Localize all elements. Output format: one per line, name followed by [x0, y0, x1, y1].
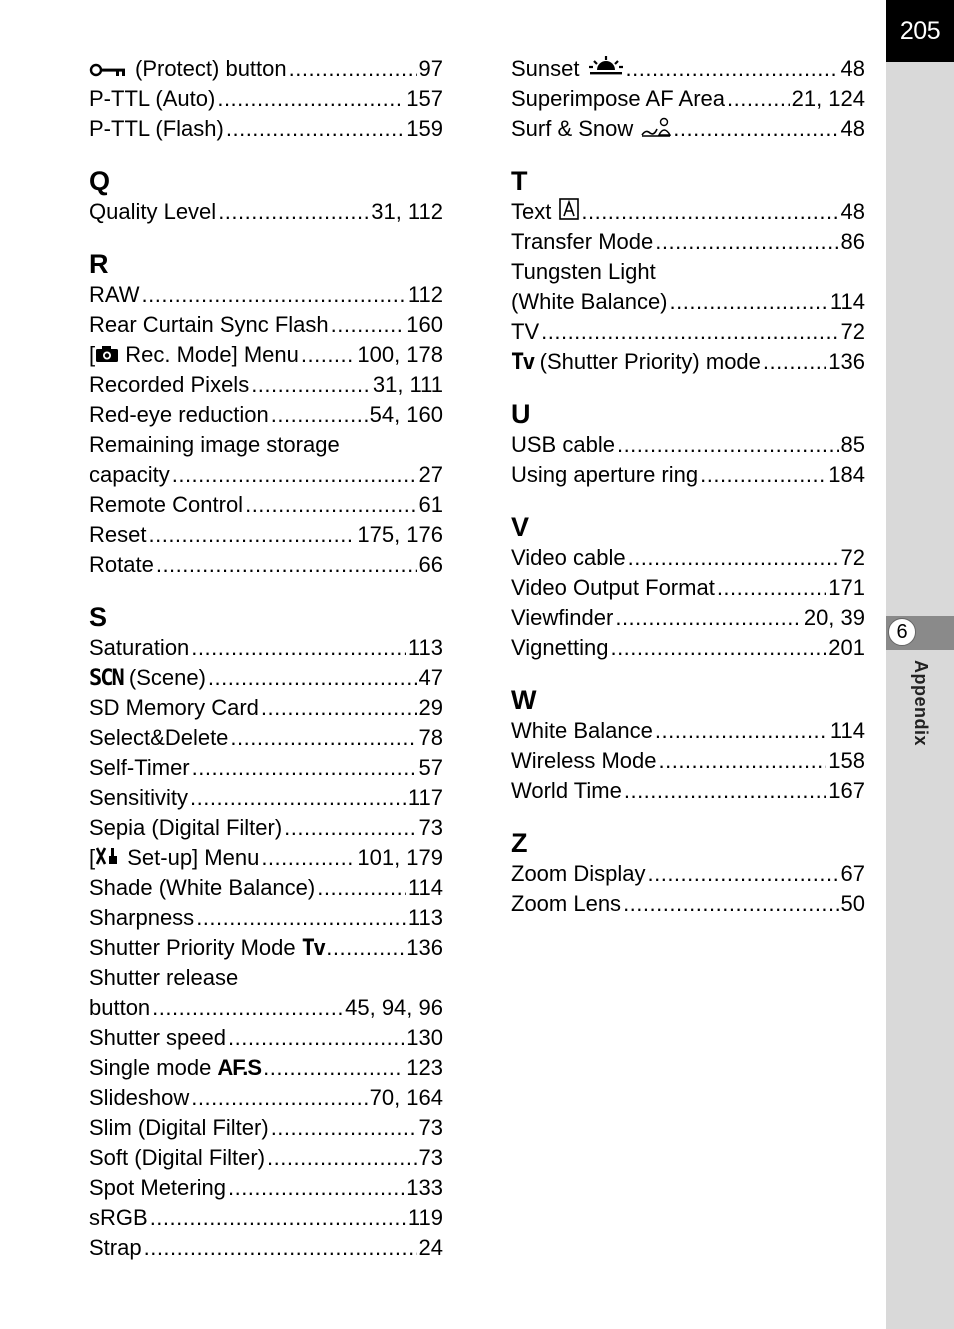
index-entry: [511, 114, 865, 144]
index-term-text: Self-Timer: [89, 755, 190, 780]
index-term: [511, 543, 626, 573]
index-entry: [89, 310, 443, 340]
dot-leader: [670, 287, 828, 317]
index-term: [89, 460, 170, 490]
dot-leader: [647, 859, 838, 889]
dot-leader: [144, 1233, 417, 1263]
index-term-text: Zoom Lens: [511, 891, 622, 916]
dot-leader: [150, 1203, 406, 1233]
index-term: [511, 84, 725, 114]
index-entry: [89, 400, 443, 430]
index-term-text: Strap: [89, 1235, 142, 1260]
index-entry: [89, 280, 443, 310]
index-entry: [89, 1113, 443, 1143]
index-term: [89, 693, 259, 723]
index-page-ref: 113: [407, 905, 443, 930]
dot-leader: [152, 993, 343, 1023]
index-term: [89, 633, 189, 663]
index-entry: [89, 460, 443, 490]
index-term: [89, 550, 154, 580]
index-page-ref: 184: [828, 462, 865, 487]
index-page-ref: 119: [407, 1205, 443, 1230]
index-page-ref: 27: [418, 462, 443, 487]
index-term-text: Saturation: [89, 635, 190, 660]
dot-leader: [331, 310, 405, 340]
index-term-text: Wireless Mode: [511, 748, 657, 773]
index-term-text: Sepia (Digital Filter): [89, 815, 283, 840]
index-page-ref: 66: [418, 552, 443, 577]
index-page-ref: 159: [406, 116, 443, 141]
index-entry: [511, 859, 865, 889]
index-page-ref: 47: [418, 665, 443, 690]
index-term-text: Select&Delete: [89, 725, 229, 750]
index-entry: [89, 873, 443, 903]
index-term-text: Viewfinder: [511, 605, 614, 630]
index-page-ref: 114: [829, 289, 865, 314]
index-page-ref: 85: [840, 432, 865, 457]
index-page-ref: 157: [406, 86, 443, 111]
index-page-ref: 167: [828, 778, 865, 803]
index-term: [89, 753, 190, 783]
index-term-text: White Balance: [511, 718, 653, 743]
index-page-ref: 160: [406, 312, 443, 337]
index-term: [89, 843, 259, 874]
index-term-text: Shutter speed: [89, 1025, 226, 1050]
index-page-ref: 136: [828, 349, 865, 374]
index-term-text: capacity: [89, 462, 170, 487]
index-page-ref: 48: [840, 199, 865, 224]
index-term-text: Shutter Priority Mode: [89, 935, 302, 960]
index-page-ref: 175, 176: [357, 522, 443, 547]
index-entry: [89, 963, 443, 993]
index-term-text: Transfer Mode: [511, 229, 654, 254]
dot-leader: [191, 633, 406, 663]
index-term-text: Quality Level: [89, 199, 217, 224]
index-term: [511, 573, 715, 603]
dot-leader: [192, 753, 417, 783]
index-term: [89, 1143, 265, 1173]
index-entry: [89, 993, 443, 1023]
dot-leader: [263, 1053, 404, 1083]
index-term: [511, 257, 656, 287]
index-term-text: Shade (White Balance): [89, 875, 316, 900]
dot-leader: [301, 340, 355, 370]
index-page-ref: 73: [418, 1115, 443, 1140]
index-page-ref: 112: [407, 282, 443, 307]
index-entry: [511, 889, 865, 919]
index-entry: [511, 430, 865, 460]
index-page-ref: 48: [840, 56, 865, 81]
index-term: [511, 603, 613, 633]
index-entry: [511, 54, 865, 84]
index-entry: [511, 347, 865, 377]
index-page-ref: 101, 179: [357, 845, 443, 870]
index-term-text: Set-up] Menu: [121, 845, 260, 870]
index-entry: [511, 197, 865, 227]
index-page-ref: 50: [840, 891, 865, 916]
index-term-text: World Time: [511, 778, 622, 803]
index-entry: [89, 843, 443, 873]
index-entry: [89, 340, 443, 370]
index-entry: [511, 257, 865, 287]
dot-leader: [261, 843, 355, 873]
index-term: [89, 1233, 142, 1263]
index-entry: [89, 1173, 443, 1203]
index-term: [89, 663, 206, 694]
index-term: [89, 993, 150, 1023]
index-page-ref: 73: [418, 1145, 443, 1170]
index-term: [89, 114, 224, 144]
index-term-text: Using aperture ring: [511, 462, 699, 487]
index-term: [89, 520, 146, 550]
index-entry: [511, 573, 865, 603]
index-term-text: Single mode: [89, 1055, 218, 1080]
index-term: [89, 1083, 189, 1113]
section-letter: U: [511, 399, 531, 429]
index-term-text: Rec. Mode] Menu: [119, 342, 299, 367]
index-page-ref: 72: [840, 545, 865, 570]
index-term-text: Rotate: [89, 552, 154, 577]
dot-leader: [581, 197, 838, 227]
dot-leader: [326, 933, 404, 963]
index-term: [511, 746, 656, 776]
index-page-ref: 117: [407, 785, 443, 810]
section-letter: S: [89, 602, 108, 632]
index-term: [89, 400, 269, 430]
page-number: 205: [886, 0, 954, 62]
dot-leader: [245, 490, 416, 520]
index-term: [89, 197, 216, 227]
index-term-text: Red-eye reduction: [89, 402, 269, 427]
section-letter: T: [511, 166, 528, 196]
index-page-ref: 123: [406, 1055, 443, 1080]
index-entry: [89, 753, 443, 783]
index-page-ref: 70, 164: [369, 1085, 443, 1110]
dot-leader: [261, 693, 417, 723]
index-entry: [89, 1023, 443, 1053]
index-term-text: Slideshow: [89, 1085, 190, 1110]
index-term-text: Zoom Display: [511, 861, 646, 886]
dot-leader: [623, 889, 838, 919]
index-entry: [511, 603, 865, 633]
index-term: [89, 280, 140, 310]
section-letter: Z: [511, 828, 528, 858]
index-entry: [89, 903, 443, 933]
index-term-text: Sensitivity: [89, 785, 189, 810]
index-page-ref: 86: [840, 229, 865, 254]
index-term: [511, 633, 608, 663]
index-term: [511, 287, 668, 317]
section-letter: Q: [89, 166, 111, 196]
index-term-text: P-TTL (Flash): [89, 116, 224, 141]
index-page-ref: 171: [828, 575, 865, 600]
index-term: [511, 889, 621, 919]
index-term-text: Video Output Format: [511, 575, 715, 600]
index-entry: [89, 520, 443, 550]
index-page-ref: 130: [406, 1025, 443, 1050]
index-page-ref: 29: [418, 695, 443, 720]
section-letter: W: [511, 685, 537, 715]
index-term-text: Vignetting: [511, 635, 609, 660]
dot-leader: [228, 1173, 404, 1203]
scn-mode-icon: SCN: [89, 666, 123, 691]
index-term-text: Rear Curtain Sync Flash: [89, 312, 329, 337]
index-term-text: (Protect) button: [135, 56, 287, 81]
index-entry: [89, 114, 443, 144]
surf-snow-icon: [641, 115, 671, 145]
dot-leader: [610, 633, 826, 663]
index-term-text: SD Memory Card: [89, 695, 259, 720]
index-term-text: Tungsten Light: [511, 259, 656, 284]
index-entry: [89, 633, 443, 663]
chapter-number: 6: [888, 618, 916, 646]
index-term-text: TV: [511, 319, 540, 344]
dot-leader: [727, 84, 790, 114]
dot-leader: [148, 520, 355, 550]
index-term: [89, 723, 228, 753]
index-entry: [511, 776, 865, 806]
index-entry: [89, 723, 443, 753]
dot-leader: [655, 227, 838, 257]
index-term-text: [: [89, 845, 96, 870]
index-term: [89, 1203, 148, 1233]
dot-leader: [717, 573, 826, 603]
index-term-text: Remote Control: [89, 492, 244, 517]
index-entry: [511, 460, 865, 490]
index-page-ref: 78: [418, 725, 443, 750]
index-page-ref: 97: [418, 56, 443, 81]
dot-leader: [196, 903, 406, 933]
index-entry: [511, 633, 865, 663]
sunset-icon: [588, 55, 624, 85]
index-term-text: Sharpness: [89, 905, 195, 930]
dot-leader: [230, 723, 416, 753]
index-page-ref: 113: [407, 635, 443, 660]
index-term-text: Slim (Digital Filter): [89, 1115, 269, 1140]
index-term-text: P-TTL (Auto): [89, 86, 216, 111]
index-entry: [89, 54, 443, 84]
index-page-ref: 21, 124: [791, 86, 865, 111]
index-page-ref: 100, 178: [357, 342, 443, 367]
index-term: [511, 54, 624, 85]
index-entry: [89, 430, 443, 460]
index-entry: [89, 490, 443, 520]
index-term-text: sRGB: [89, 1205, 148, 1230]
index-entry: [89, 1143, 443, 1173]
index-term: [89, 903, 194, 933]
index-term: [89, 430, 340, 460]
index-term: [89, 1053, 261, 1083]
index-term-text: RAW: [89, 282, 140, 307]
dot-leader: [673, 114, 838, 144]
dot-leader: [208, 663, 417, 693]
index-page-ref: 114: [829, 718, 865, 743]
index-page-ref: 136: [406, 935, 443, 960]
index-entry: [511, 287, 865, 317]
dot-leader: [271, 400, 368, 430]
index-term-text: Reset: [89, 522, 147, 547]
index-column-left: [89, 54, 443, 1263]
index-page-ref: 48: [840, 116, 865, 141]
index-term: [89, 873, 315, 903]
index-term-text: Text: [511, 199, 552, 224]
index-term-text: Recorded Pixels: [89, 372, 250, 397]
index-term: [89, 310, 329, 340]
index-page-ref: 72: [840, 319, 865, 344]
index-entry: [89, 1053, 443, 1083]
index-page-ref: 20, 39: [803, 605, 865, 630]
index-term: [89, 84, 215, 114]
index-entry: [89, 197, 443, 227]
tv-mode-icon: Tv: [511, 350, 534, 375]
dot-leader: [655, 716, 828, 746]
index-page-ref: 31, 112: [371, 199, 443, 224]
dot-leader: [289, 54, 417, 84]
index-term: [89, 340, 299, 371]
index-term-text: Superimpose AF Area: [511, 86, 726, 111]
index-term: [89, 1113, 269, 1143]
dot-leader: [251, 370, 371, 400]
index-term: [511, 227, 653, 257]
index-term: [511, 716, 653, 746]
index-page-ref: 31, 111: [372, 372, 443, 397]
index-term: [89, 370, 249, 400]
dot-leader: [217, 84, 404, 114]
index-entry: [511, 227, 865, 257]
index-term-text: Surf & Snow: [511, 116, 634, 141]
setup-icon: [95, 844, 121, 874]
dot-leader: [700, 460, 826, 490]
index-page-ref: 24: [418, 1235, 443, 1260]
index-term: [89, 1023, 226, 1053]
index-entry: [511, 716, 865, 746]
index-page-ref: 114: [407, 875, 443, 900]
index-term: [511, 114, 671, 145]
index-term: [511, 317, 539, 347]
index-entry: [89, 1203, 443, 1233]
index-entry: [89, 813, 443, 843]
section-letter: R: [89, 249, 109, 279]
index-page-ref: 67: [840, 861, 865, 886]
index-term-text: Video cable: [511, 545, 626, 570]
camera-icon: [95, 341, 119, 371]
dot-leader: [156, 550, 417, 580]
dot-leader: [624, 776, 826, 806]
index-term-text: Remaining image storage: [89, 432, 340, 457]
index-term-text: Shutter release: [89, 965, 239, 990]
key-icon: [89, 55, 127, 85]
index-entry: [89, 693, 443, 723]
dot-leader: [317, 873, 406, 903]
index-entry: [511, 746, 865, 776]
index-page-ref: 45, 94, 96: [345, 995, 443, 1020]
index-entry: [89, 1083, 443, 1113]
index-page-ref: 201: [828, 635, 865, 660]
index-entry: [89, 933, 443, 963]
index-term-text: Soft (Digital Filter): [89, 1145, 266, 1170]
index-term: [89, 933, 324, 964]
index-entry: [89, 370, 443, 400]
index-term: [89, 963, 238, 993]
index-term: [89, 1173, 226, 1203]
index-term: [511, 197, 579, 228]
index-page-ref: 158: [828, 748, 865, 773]
index-term: [511, 347, 761, 378]
index-entry: [89, 550, 443, 580]
index-entry: [511, 84, 865, 114]
dot-leader: [626, 54, 839, 84]
index-term-text: (White Balance): [511, 289, 668, 314]
dot-leader: [190, 783, 406, 813]
index-entry: [89, 84, 443, 114]
chapter-label: Appendix: [911, 660, 931, 747]
index-column-right: [511, 54, 865, 919]
tv-mode-icon: Tv: [301, 936, 325, 961]
index-term: [89, 54, 287, 85]
dot-leader: [228, 1023, 404, 1053]
index-entry: [89, 663, 443, 693]
dot-leader: [615, 603, 802, 633]
index-page-ref: 61: [418, 492, 443, 517]
index-entry: [511, 317, 865, 347]
index-term-text: [: [89, 342, 96, 367]
section-letter: V: [511, 512, 530, 542]
index-page-ref: 73: [418, 815, 443, 840]
index-term-text: Spot Metering: [89, 1175, 226, 1200]
index-page-ref: 57: [418, 755, 443, 780]
index-term: [511, 776, 622, 806]
dot-leader: [628, 543, 839, 573]
index-entry: [511, 543, 865, 573]
dot-leader: [617, 430, 839, 460]
dot-leader: [271, 1113, 417, 1143]
text-mode-icon: [559, 198, 579, 228]
index-term: [89, 783, 188, 813]
dot-leader: [284, 813, 416, 843]
index-term-text: button: [89, 995, 151, 1020]
index-term-text: Sunset: [511, 56, 580, 81]
index-page-ref: 133: [406, 1175, 443, 1200]
index-term: [511, 460, 698, 490]
index-term: [89, 813, 282, 843]
dot-leader: [226, 114, 404, 144]
dot-leader: [142, 280, 406, 310]
index-term-text: USB cable: [511, 432, 615, 457]
index-term-text: (Scene): [122, 665, 206, 690]
index-entry: [89, 783, 443, 813]
dot-leader: [541, 317, 838, 347]
dot-leader: [172, 460, 417, 490]
dot-leader: [763, 347, 826, 377]
dot-leader: [658, 746, 826, 776]
dot-leader: [218, 197, 369, 227]
afs-icon: AF.S: [217, 1055, 262, 1080]
index-term-text: (Shutter Priority) mode: [533, 349, 761, 374]
index-term: [89, 490, 243, 520]
index-entry: [89, 1233, 443, 1263]
dot-leader: [191, 1083, 367, 1113]
index-term: [511, 859, 645, 889]
dot-leader: [267, 1143, 416, 1173]
index-page-ref: 54, 160: [369, 402, 443, 427]
index-term: [511, 430, 615, 460]
